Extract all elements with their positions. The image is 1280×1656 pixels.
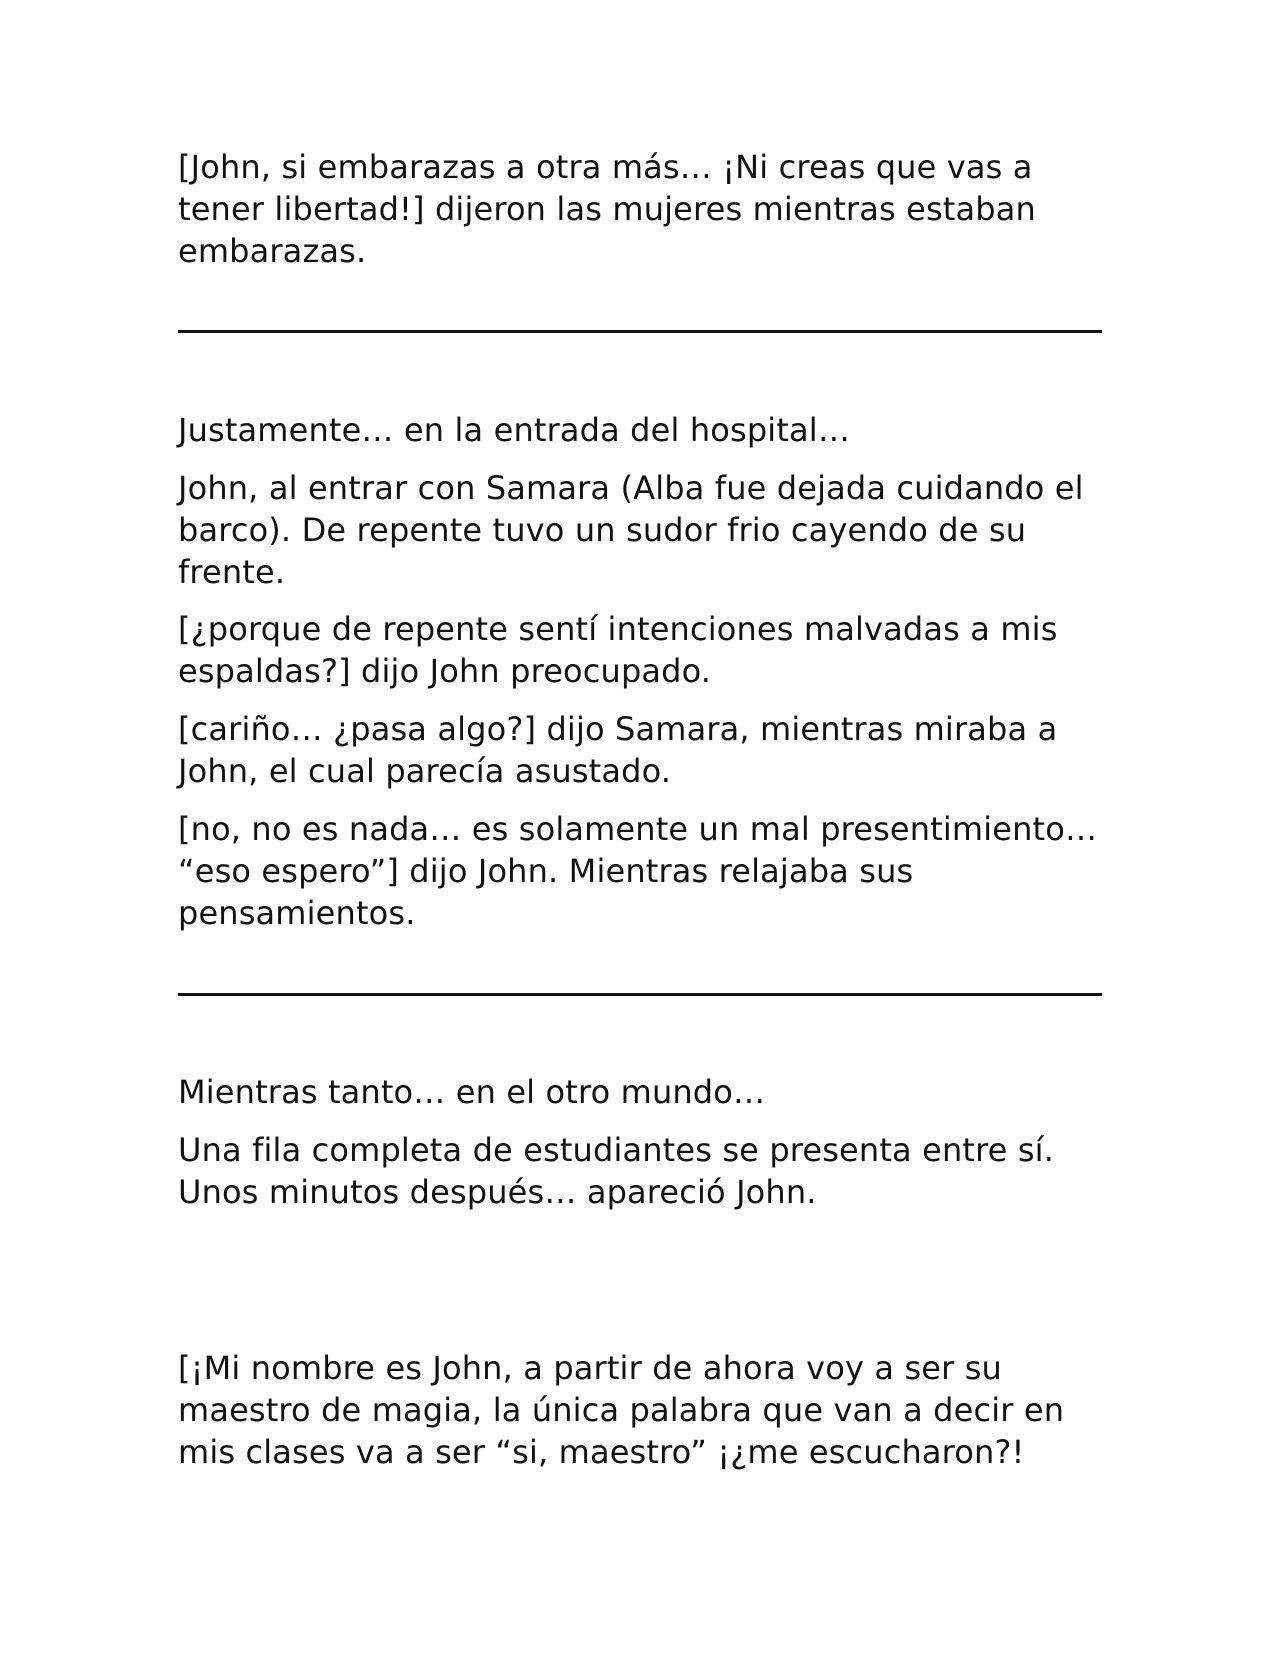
paragraph: [¡Mi nombre es John, a partir de ahora voy a ser su maestro de magia, la única palabra que van a decir en mis clases va a ser “si, maestro” ¡¿me escucharon?! [178, 1349, 1065, 1471]
paragraph: [¿porque de repente sentí intenciones malvadas a mis espaldas?] dijo John preocupado. [178, 610, 1058, 690]
paragraph: Una fila completa de estudiantes se presenta entre sí. Unos minutos después… apareció John. [178, 1131, 1055, 1211]
paragraph: Mientras tanto… en el otro mundo… [178, 1073, 766, 1111]
section-divider [178, 330, 1102, 333]
paragraph: [no, no es nada… es solamente un mal presentimiento… “eso espero”] dijo John. Mientras relajaba sus pensamientos. [178, 810, 1098, 932]
paragraph: [cariño… ¿pasa algo?] dijo Samara, mientras miraba a John, el cual parecía asustado. [178, 710, 1058, 790]
paragraph: John, al entrar con Samara (Alba fue dejada cuidando el barco). De repente tuvo un sudor frio cayendo de su frente. [178, 469, 1084, 591]
paragraph: [John, si embarazas a otra más… ¡Ni creas que vas a tener libertad!] dijeron las mujeres mientras estaban embarazas. [178, 148, 1036, 270]
paragraph: Justamente… en la entrada del hospital… [178, 411, 850, 449]
section-divider [178, 993, 1102, 996]
